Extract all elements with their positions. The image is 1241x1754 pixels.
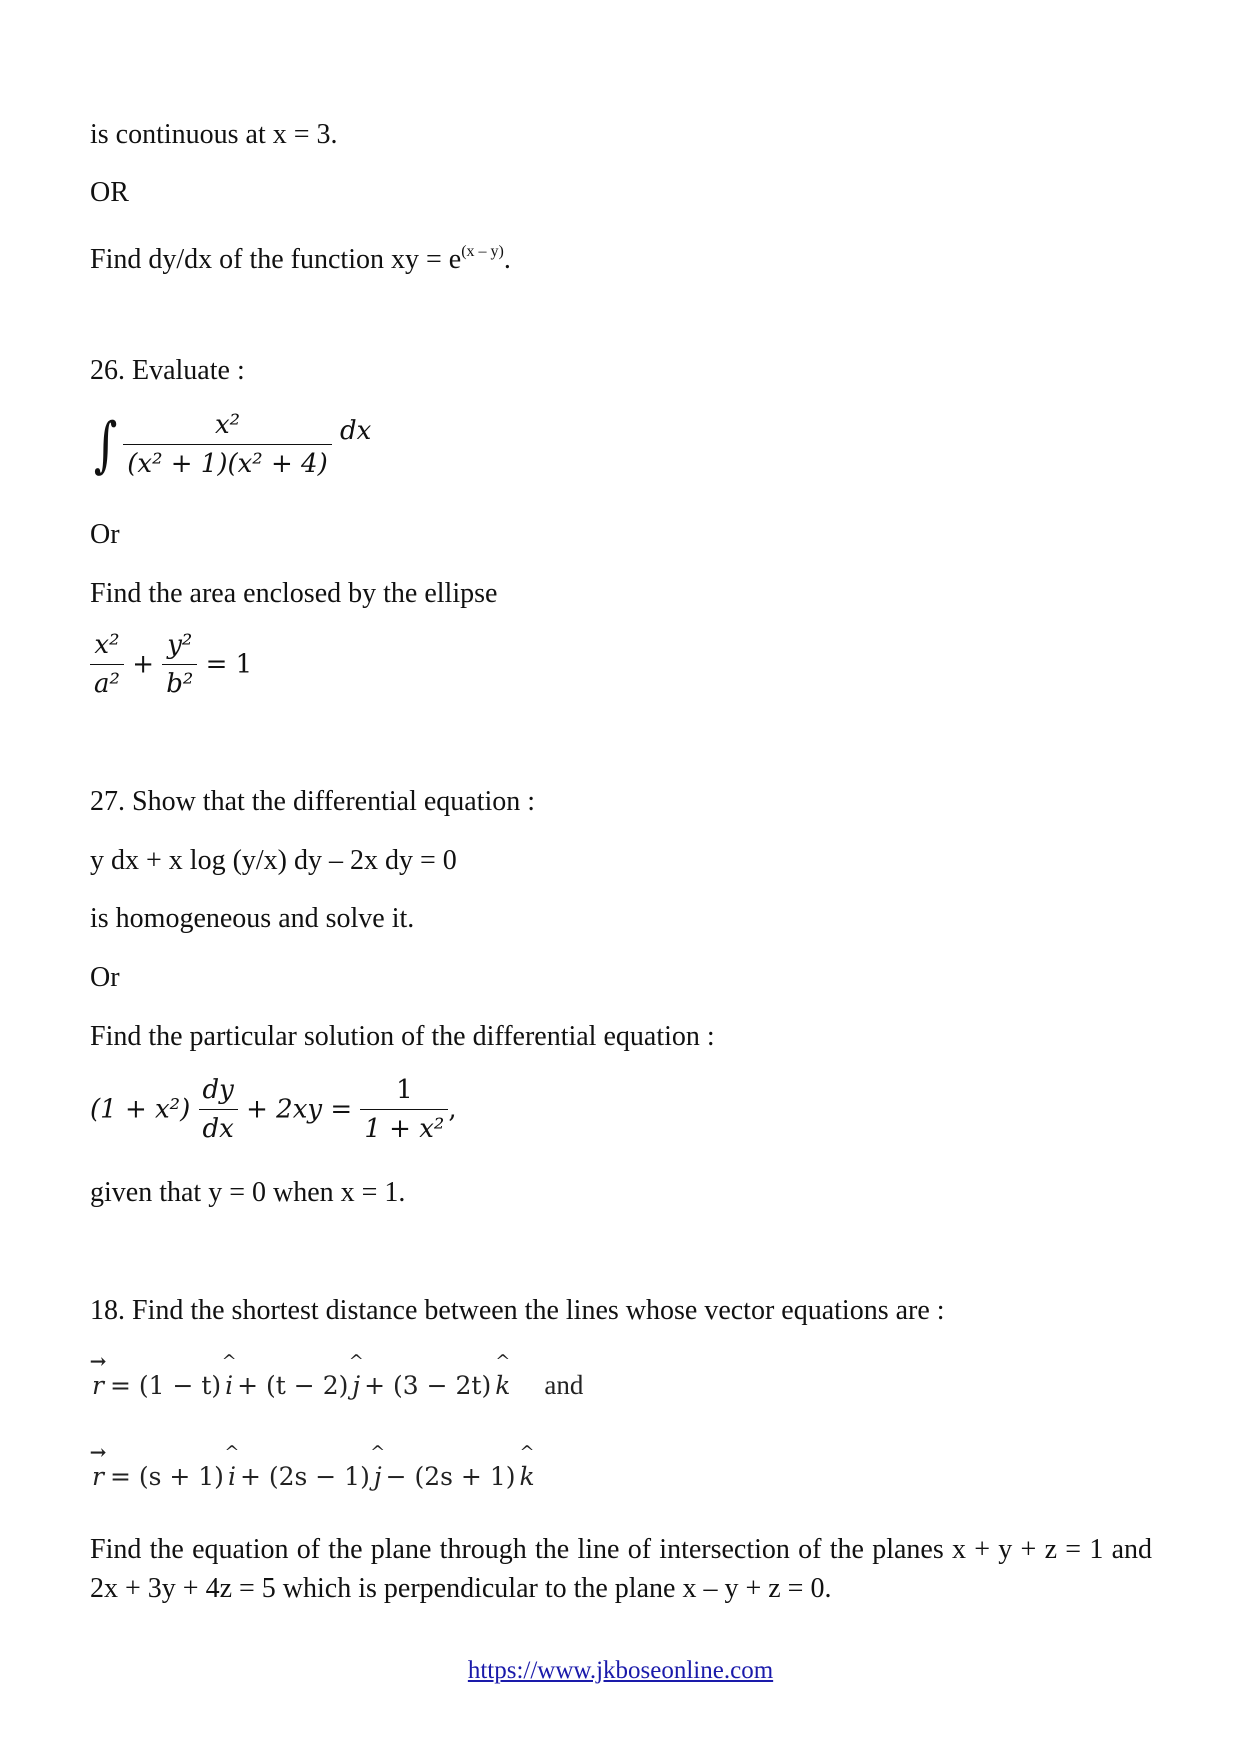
differential-equation (90, 1073, 457, 1146)
ellipse-x-num: x² (94, 630, 120, 660)
unit-i-2: ^ i (228, 1462, 236, 1491)
integral-sign: ∫ (93, 409, 118, 480)
vec1-part3: + (3 − 2t) (364, 1371, 492, 1400)
de-left: (1 + x²) (90, 1094, 191, 1125)
ellipse-y-den: b² (162, 664, 197, 701)
dydx-exponent: (x – y) (461, 243, 504, 260)
de-dy: dy (202, 1075, 234, 1105)
or-separator-27: Or (90, 962, 120, 993)
question-27-homogeneous: is homogeneous and solve it. (90, 903, 415, 934)
vector-line-2 (92, 1462, 539, 1491)
vector-r-1: → r (92, 1371, 104, 1400)
dydx-question (90, 235, 511, 277)
footer-link[interactable]: https://www.jkboseonline.com (467, 1657, 774, 1684)
unit-k-2: ^ k (519, 1462, 534, 1491)
vector-line-1 (92, 1370, 583, 1401)
ellipse-y-num: y² (167, 630, 193, 660)
question-27-equation: y dx + x log (y/x) dy – 2x dy = 0 (90, 845, 457, 876)
integral-dx: dx (340, 415, 372, 446)
particular-solution-question: Find the particular solution of the differential equation : (90, 1021, 715, 1052)
ellipse-x-fraction (90, 628, 124, 701)
vec2-part1: = (s + 1) (109, 1462, 224, 1491)
de-right-fraction (360, 1073, 448, 1146)
dydx-text: Find dy/dx of the function xy = e (90, 244, 462, 275)
question-27-title: 27. Show that the differential equation : (90, 786, 536, 817)
initial-condition: given that y = 0 when x = 1. (90, 1177, 406, 1208)
unit-k-1: ^ k (495, 1371, 510, 1400)
plane-question: Find the equation of the plane through the line of intersection of the planes x + y + z = 1 and 2x + 3y + 4z = 5 which is perpendicular to the plane x – y + z = 0. (90, 1534, 1152, 1604)
unit-j-2: ^ j (374, 1462, 382, 1491)
ellipse-question: Find the area enclosed by the ellipse (90, 578, 498, 609)
ellipse-x-den: a² (90, 664, 124, 701)
ellipse-equals: = 1 (205, 649, 253, 680)
and-word: and (544, 1370, 584, 1400)
integral-expression (90, 408, 371, 481)
de-den: 1 + x² (360, 1109, 448, 1146)
vec2-part3: − (2s + 1) (385, 1462, 516, 1491)
continuity-statement: is continuous at x = 3. (90, 119, 338, 150)
integral-fraction (123, 408, 331, 481)
de-dx: dx (199, 1109, 238, 1146)
dydx-end: . (503, 244, 511, 275)
integral-numerator: x² (214, 410, 241, 440)
or-separator-26: Or (90, 519, 120, 550)
unit-i-1: ^ i (225, 1371, 233, 1400)
de-num: 1 (396, 1075, 413, 1105)
ellipse-plus: + (132, 649, 154, 680)
de-derivative (199, 1073, 238, 1146)
question-18-title: 18. Find the shortest distance between the lines whose vector equations are : (90, 1295, 945, 1326)
vector-r-2: → r (92, 1462, 104, 1491)
unit-j-1: ^ j (352, 1371, 360, 1400)
vec1-part1: = (1 − t) (109, 1371, 222, 1400)
ellipse-y-fraction (162, 628, 197, 701)
vec2-part2: + (2s − 1) (239, 1462, 370, 1491)
ellipse-equation (90, 628, 252, 701)
or-separator: OR (90, 177, 129, 208)
vec1-part2: + (t − 2) (237, 1371, 349, 1400)
question-26-title: 26. Evaluate : (90, 355, 245, 386)
integral-denominator: (x² + 1)(x² + 4) (123, 444, 331, 481)
de-comma: , (448, 1094, 457, 1125)
de-middle: + 2xy = (246, 1094, 353, 1125)
